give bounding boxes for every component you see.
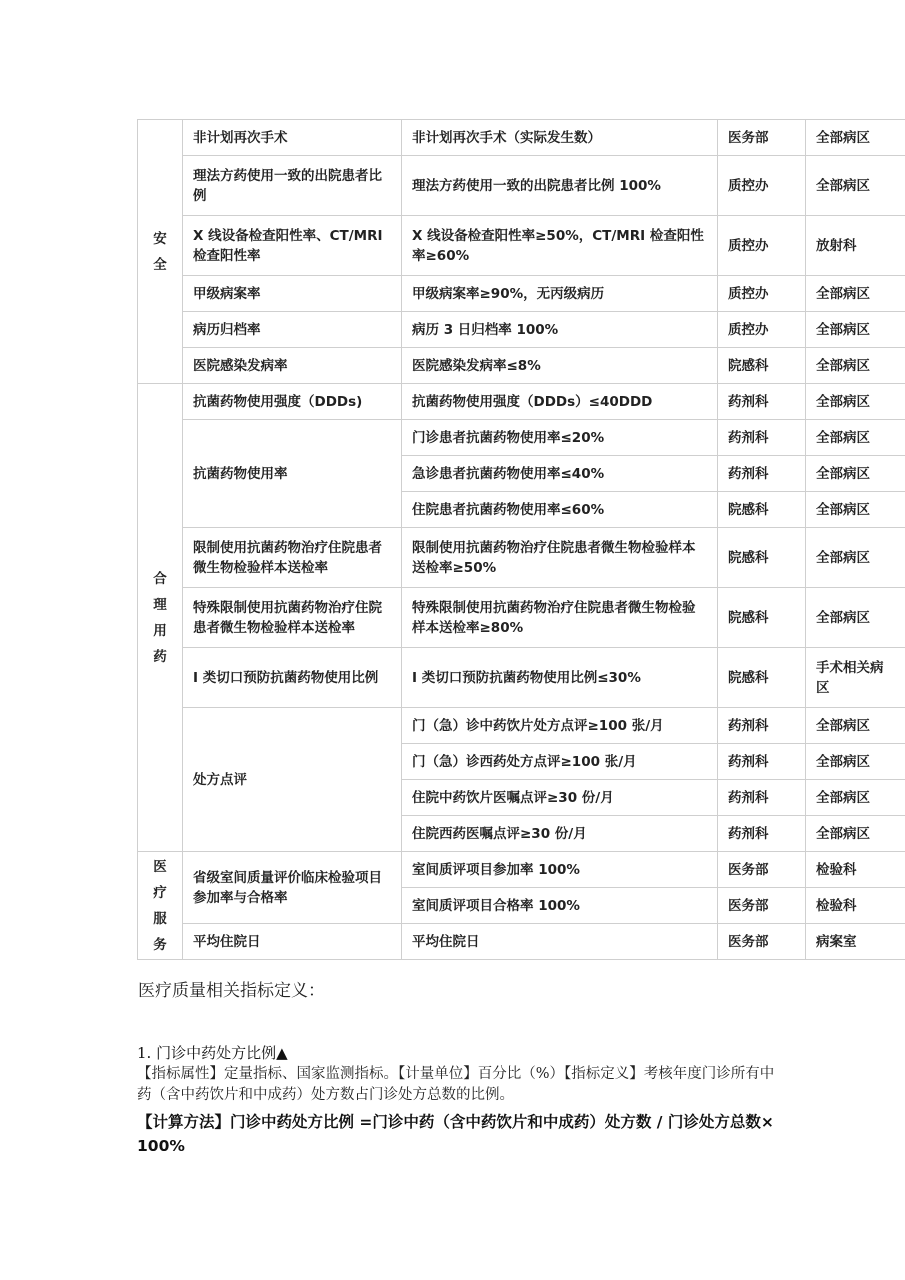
indicator-cell: 理法方药使用一致的出院患者比例 bbox=[183, 156, 402, 216]
target-cell: 住院中药饮片医嘱点评≥30 份/月 bbox=[402, 780, 718, 816]
dept-cell: 药剂科 bbox=[718, 456, 806, 492]
scope-cell: 全部病区 bbox=[806, 588, 905, 648]
indicator-cell: 特殊限制使用抗菌药物治疗住院患者微生物检验样本送检率 bbox=[183, 588, 402, 648]
dept-cell: 质控办 bbox=[718, 156, 806, 216]
scope-cell: 放射科 bbox=[806, 216, 905, 276]
dept-cell: 医务部 bbox=[718, 924, 806, 960]
target-cell: X 线设备检查阳性率≥50%，CT/MRI 检查阳性率≥60% bbox=[402, 216, 718, 276]
indicator-cell: 抗菌药物使用率 bbox=[183, 420, 402, 528]
table-row bbox=[138, 348, 905, 384]
scope-cell: 全部病区 bbox=[806, 120, 905, 156]
table-row bbox=[138, 156, 905, 216]
scope-cell: 全部病区 bbox=[806, 276, 905, 312]
category-cell-medical-service: 医疗服务 bbox=[138, 852, 183, 960]
target-cell: 平均住院日 bbox=[402, 924, 718, 960]
table-row bbox=[138, 120, 905, 156]
table-row bbox=[138, 312, 905, 348]
target-cell: 医院感染发病率≤8% bbox=[402, 348, 718, 384]
scope-cell: 全部病区 bbox=[806, 312, 905, 348]
table-row bbox=[138, 648, 905, 708]
scope-cell: 全部病区 bbox=[806, 384, 905, 420]
target-cell: 室间质评项目参加率 100% bbox=[402, 852, 718, 888]
scope-cell: 病案室 bbox=[806, 924, 905, 960]
table-row bbox=[138, 276, 905, 312]
dept-cell: 院感科 bbox=[718, 588, 806, 648]
dept-cell: 院感科 bbox=[718, 492, 806, 528]
indicator-cell: 省级室间质量评价临床检验项目参加率与合格率 bbox=[183, 852, 402, 924]
indicator-cell: 平均住院日 bbox=[183, 924, 402, 960]
indicator-cell: 抗菌药物使用强度（DDDs) bbox=[183, 384, 402, 420]
dept-cell: 医务部 bbox=[718, 888, 806, 924]
indicator-cell: 非计划再次手术 bbox=[183, 120, 402, 156]
dept-cell: 药剂科 bbox=[718, 816, 806, 852]
target-cell: 住院患者抗菌药物使用率≤60% bbox=[402, 492, 718, 528]
quality-indicator-table bbox=[137, 119, 905, 960]
target-cell: 甲级病案率≥90%，无丙级病历 bbox=[402, 276, 718, 312]
scope-cell: 检验科 bbox=[806, 888, 905, 924]
table-row bbox=[138, 420, 905, 456]
table-row bbox=[138, 852, 905, 888]
dept-cell: 院感科 bbox=[718, 528, 806, 588]
item-title: 1. 门诊中药处方比例▲ bbox=[137, 1044, 288, 1062]
scope-cell: 全部病区 bbox=[806, 492, 905, 528]
indicator-cell: 限制使用抗菌药物治疗住院患者微生物检验样本送检率 bbox=[183, 528, 402, 588]
target-cell: 住院西药医嘱点评≥30 份/月 bbox=[402, 816, 718, 852]
scope-cell: 手术相关病区 bbox=[806, 648, 905, 708]
indicator-cell: 处方点评 bbox=[183, 708, 402, 852]
indicator-cell: Ⅰ 类切口预防抗菌药物使用比例 bbox=[183, 648, 402, 708]
scope-cell: 全部病区 bbox=[806, 816, 905, 852]
dept-cell: 质控办 bbox=[718, 216, 806, 276]
category-cell-rational-drug-use: 合理用药 bbox=[138, 384, 183, 852]
target-cell: 病历 3 日归档率 100% bbox=[402, 312, 718, 348]
scope-cell: 全部病区 bbox=[806, 744, 905, 780]
category-cell-safety: 安全 bbox=[138, 120, 183, 384]
dept-cell: 院感科 bbox=[718, 648, 806, 708]
indicator-cell: 甲级病案率 bbox=[183, 276, 402, 312]
scope-cell: 全部病区 bbox=[806, 456, 905, 492]
scope-cell: 全部病区 bbox=[806, 156, 905, 216]
indicator-cell: X 线设备检查阳性率、CT/MRI检查阳性率 bbox=[183, 216, 402, 276]
scope-cell: 检验科 bbox=[806, 852, 905, 888]
scope-cell: 全部病区 bbox=[806, 708, 905, 744]
dept-cell: 医务部 bbox=[718, 120, 806, 156]
target-cell: 门（急）诊中药饮片处方点评≥100 张/月 bbox=[402, 708, 718, 744]
target-cell: 特殊限制使用抗菌药物治疗住院患者微生物检验样本送检率≥80% bbox=[402, 588, 718, 648]
scope-cell: 全部病区 bbox=[806, 780, 905, 816]
dept-cell: 药剂科 bbox=[718, 744, 806, 780]
target-cell: 急诊患者抗菌药物使用率≤40% bbox=[402, 456, 718, 492]
table-row bbox=[138, 216, 905, 276]
scope-cell: 全部病区 bbox=[806, 348, 905, 384]
dept-cell: 医务部 bbox=[718, 852, 806, 888]
target-cell: 限制使用抗菌药物治疗住院患者微生物检验样本送检率≥50% bbox=[402, 528, 718, 588]
table-row bbox=[138, 588, 905, 648]
dept-cell: 院感科 bbox=[718, 348, 806, 384]
section-title: 医疗质量相关指标定义： bbox=[138, 981, 325, 1001]
target-cell: 非计划再次手术（实际发生数） bbox=[402, 120, 718, 156]
dept-cell: 药剂科 bbox=[718, 384, 806, 420]
target-cell: 理法方药使用一致的出院患者比例 100% bbox=[402, 156, 718, 216]
target-cell: 门诊患者抗菌药物使用率≤20% bbox=[402, 420, 718, 456]
target-cell: 抗菌药物使用强度（DDDs）≤40DDD bbox=[402, 384, 718, 420]
target-cell: 室间质评项目合格率 100% bbox=[402, 888, 718, 924]
table-row bbox=[138, 384, 905, 420]
table-row bbox=[138, 708, 905, 744]
scope-cell: 全部病区 bbox=[806, 420, 905, 456]
target-cell: Ⅰ 类切口预防抗菌药物使用比例≤30% bbox=[402, 648, 718, 708]
indicator-cell: 病历归档率 bbox=[183, 312, 402, 348]
target-cell: 门（急）诊西药处方点评≥100 张/月 bbox=[402, 744, 718, 780]
table-row bbox=[138, 528, 905, 588]
dept-cell: 药剂科 bbox=[718, 420, 806, 456]
scope-cell: 全部病区 bbox=[806, 528, 905, 588]
indicator-cell: 医院感染发病率 bbox=[183, 348, 402, 384]
dept-cell: 质控办 bbox=[718, 312, 806, 348]
table-row bbox=[138, 924, 905, 960]
item-calculation-method: 【计算方法】门诊中药处方比例 =门诊中药（含中药饮片和中成药）处方数 / 门诊处方总数× 100% bbox=[137, 1113, 774, 1155]
item-description: 【指标属性】定量指标、国家监测指标。【计量单位】百分比（%）【指标定义】考核年度门诊所有中药（含中药饮片和中成药）处方数占门诊处方总数的比例。 bbox=[137, 1066, 775, 1103]
dept-cell: 质控办 bbox=[718, 276, 806, 312]
dept-cell: 药剂科 bbox=[718, 780, 806, 816]
dept-cell: 药剂科 bbox=[718, 708, 806, 744]
